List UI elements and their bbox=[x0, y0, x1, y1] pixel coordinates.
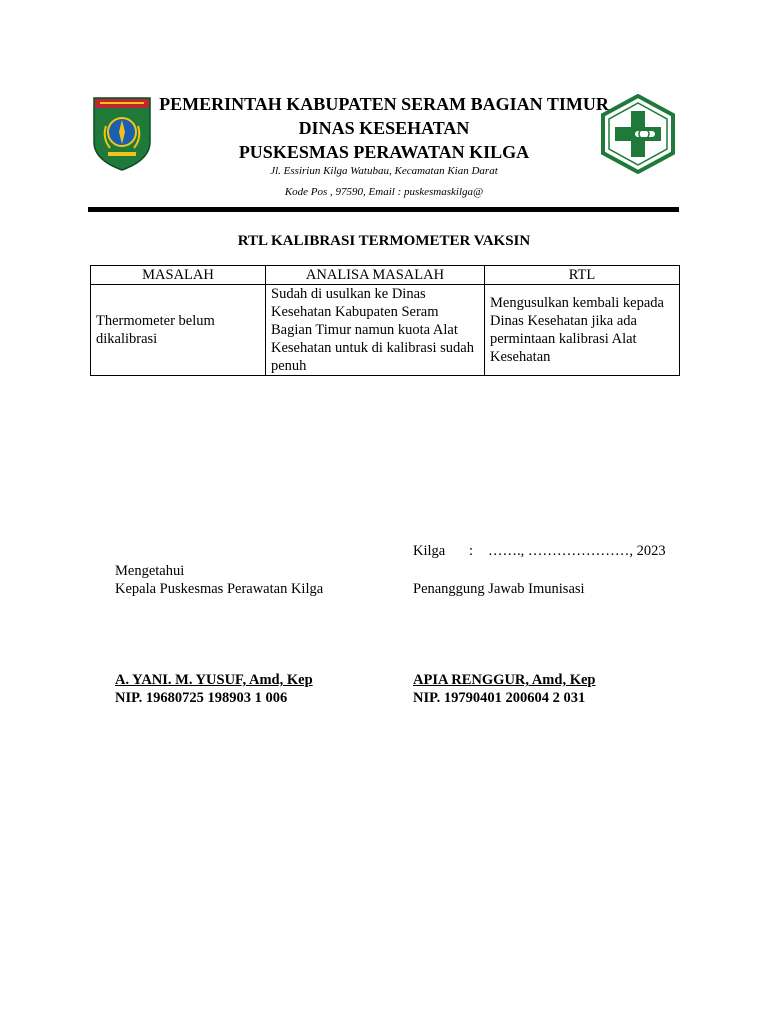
health-center-name: PUSKESMAS PERAWATAN KILGA bbox=[238, 142, 530, 162]
left-signer-name: A. YANI. M. YUSUF, Amd, Kep bbox=[115, 672, 313, 688]
document-title: RTL KALIBRASI TERMOMETER VAKSIN bbox=[237, 233, 531, 249]
table-row bbox=[91, 285, 680, 376]
place-separator: : bbox=[469, 543, 474, 559]
acknowledged-label: Mengetahui bbox=[115, 563, 185, 579]
right-signer-title: Penanggung Jawab Imunisasi bbox=[413, 581, 585, 597]
cell-rtl: Mengusulkan kembali kepada Dinas Kesehatan jika ada permintaan kalibrasi Alat Kesehatan bbox=[485, 285, 680, 376]
left-signer-nip: NIP. 19680725 198903 1 006 bbox=[115, 690, 288, 706]
cell-masalah: Thermometer belum dikalibrasi bbox=[91, 285, 266, 376]
address: Jl. Essiriun Kilga Watubau, Kecamatan Kian Darat bbox=[270, 165, 498, 177]
letterhead-divider bbox=[88, 207, 679, 212]
right-signer-name: APIA RENGGUR, Amd, Kep bbox=[413, 672, 596, 688]
place-label: Kilga bbox=[413, 543, 446, 559]
right-signer-nip: NIP. 19790401 200604 2 031 bbox=[413, 690, 586, 706]
column-header: RTL bbox=[485, 266, 680, 285]
rtl-table bbox=[90, 265, 680, 376]
cell-analisa-masalah: Sudah di usulkan ke Dinas Kesehatan Kabupaten Seram Bagian Timur namun kuota Alat Kesehatan untuk di kalibrasi sudah penuh bbox=[266, 285, 485, 376]
left-signer-title: Kepala Puskesmas Perawatan Kilga bbox=[115, 581, 324, 597]
column-header: MASALAH bbox=[91, 266, 266, 285]
column-header: ANALISA MASALAH bbox=[266, 266, 485, 285]
table-header-row bbox=[91, 266, 680, 285]
department-name: DINAS KESEHATAN bbox=[298, 118, 470, 138]
agency-name: PEMERINTAH KABUPATEN SERAM BAGIAN TIMUR bbox=[159, 94, 609, 114]
signature-date: ……., …………………, 2023 bbox=[488, 543, 666, 559]
contact-info: Kode Pos , 97590, Email : puskesmaskilga@ bbox=[284, 186, 484, 198]
